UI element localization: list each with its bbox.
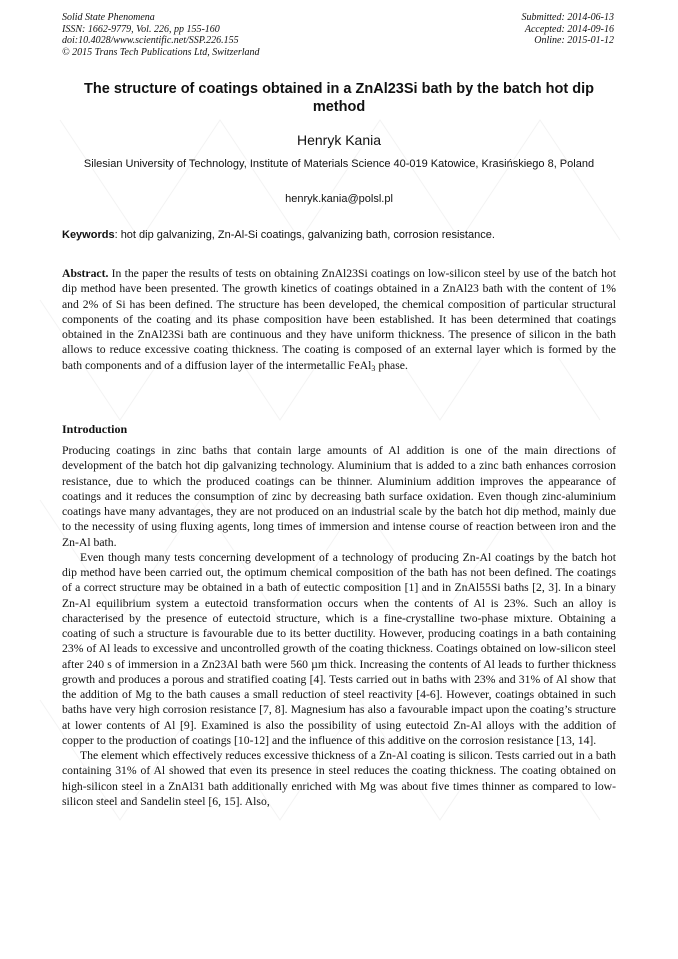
online-date: Online: 2015-01-12 [534,35,614,46]
abstract-suffix: phase. [375,358,408,372]
journal-copyright: © 2015 Trans Tech Publications Ltd, Switzerland [62,46,260,58]
keywords-text: : hot dip galvanizing, Zn-Al-Si coatings, galvanizing bath, corrosion resistance. [114,229,495,241]
abstract-text: In the paper the results of tests on obtaining ZnAl23Si coatings on low-silicon steel by use of the batch hot dip method have been presented. The growth kinetics of coatings obtained in a ZnAl23 bath with the content of 1% and 2% of Si has been defined. The structure has been developed, the chemical composition of particular structural components of the coating and its phase composition have been established. It has been determined that coatings obtained in the ZnAl23Si bath are continuous and they have uniform thickness. The presence of silicon in the bath allows to reduce excessive coating thickness. The coating is composed of an external layer which is formed by the bath components and of a diffusion layer of the intermetallic FeAl [62,267,617,372]
abstract-label: Abstract. [62,267,109,280]
introduction-body [62,443,616,809]
author-email: henryk.kania@polsl.pl [285,193,393,205]
paper-title: The structure of coatings obtained in a ZnAl23Si bath by the batch hot dip method [84,81,594,115]
accepted-date: Accepted: 2014-09-16 [524,23,614,35]
journal-issn: ISSN: 1662-9779, Vol. 226, pp 155-160 [62,23,220,35]
section-heading-introduction: Introduction [62,422,128,436]
journal-name: Solid State Phenomena [62,12,155,23]
submission-dates [522,12,615,47]
intro-paragraph: Even though many tests concerning development of a technology of producing Zn-Al coatings by the batch hot dip method have been carried out, the optimum chemical composition of the bath has not been defined. The coatings of a correct structure may be obtained in a bath of eutectic composition [1] and in ZnAl55Si baths [2, 3]. In a binary Zn-Al equilibrium system a eutectoid transformation occurs when the contents of Al is 23%. Such an alloy is characterised by the presence of eutectoid structure, which is a fine-crystalline two-phase mixture. Obtaining a coating of such a structure is favourable due to its better ductility. However, producing coatings in a bath containing 23% of Al leads to excessive and uncontrolled growth of the coating thickness. Coatings obtained on low-silicon steel after 240 s of immersion in a Zn23Al bath were 560 µm thick. Increasing the contents of Al leads to further thickness growth and produces a porous and stratified coating [4]. Tests carried out in baths with 23% and 31% of Al show that the addition of Mg to the bath causes a small reduction of steel reactivity [4-6]. However, coatings obtained in such baths have very high corrosion resistance [7, 8]. Magnesium has also a favourable impact upon the coating’s structure at lower contents of Al [9]. Examined is also the possibility of using eutectoid Zn-Al alloys with the addition of copper to the production of coatings [10-12] and the influence of this additive on the corrosion resistance [13, 14]. [62,550,616,747]
abstract-subscript: 3 [371,363,376,373]
submitted-date: Submitted: 2014-06-13 [521,12,614,23]
journal-doi: doi:10.4028/www.scientific.net/SSP.226.155 [62,35,239,46]
intro-paragraph: The element which effectively reduces excessive thickness of a Zn-Al coating is silicon. Tests carried out in a bath containing 31% of Al showed that even its presence in steel reduces the coating thickness. The coating obtained on high-silicon steel in a ZnAl31 bath additionally enriched with Mg was about five times thinner as compared to low-silicon steel and Sandelin steel [6, 15]. Also, [62,749,616,808]
author-affiliation: Silesian University of Technology, Institute of Materials Science 40-019 Katowice, Krasińskiego 8, Poland [83,158,595,170]
keywords [62,229,616,241]
journal-info [62,12,260,58]
intro-paragraph: Producing coatings in zinc baths that contain large amounts of Al addition is one of the main directions of development of the batch hot dip galvanizing technology. Aluminium that is added to a zinc bath enhances corrosion resistance, due to which the produced coatings can be thinner. Aluminium addition improves the appearance of coatings and it reduces the consumption of zinc by decreasing bath surface oxidation. Even though zinc-aluminium coatings have many advantages, they are not produced on an industrial scale by the batch hot dip method, mainly due to the necessity of using fluxing agents, long times of immersion and intense course of reaction between iron and the Zn-Al bath. [62,444,616,549]
keywords-label: Keywords [62,229,115,241]
abstract [62,266,616,373]
author-name: Henryk Kania [296,132,382,148]
